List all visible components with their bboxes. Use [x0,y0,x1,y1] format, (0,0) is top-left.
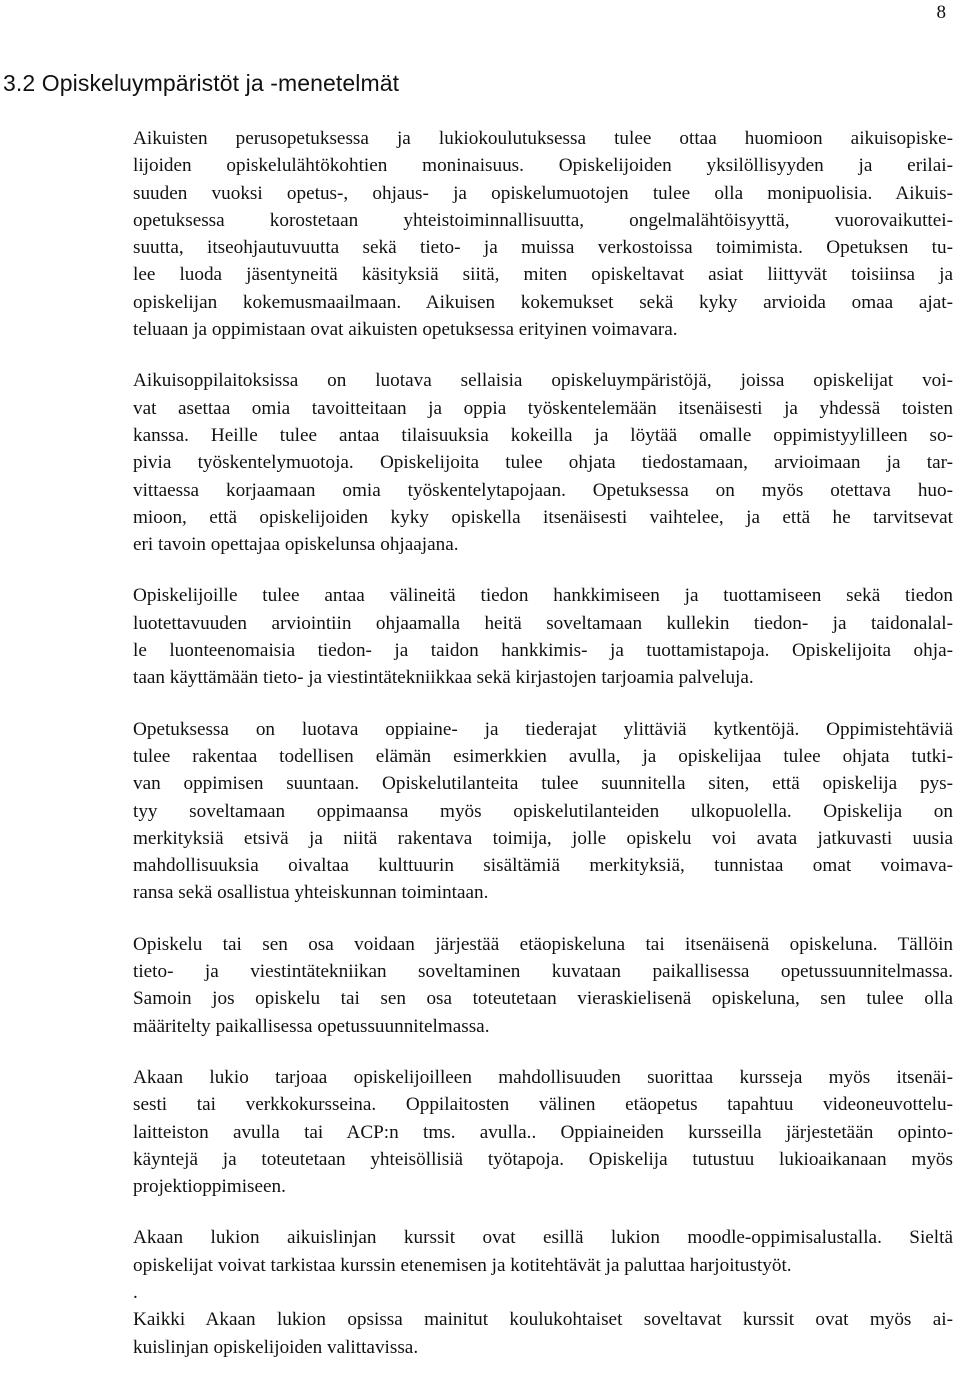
text-line: Opiskelu tai sen osa voidaan järjestää etäopiskeluna tai itsenäisenä opiskeluna. Tällöin [133,933,953,955]
text-line: Opetuksessa on luotava oppiaine- ja tiederajat ylittäviä kytkentöjä. Oppimistehtäviä [133,718,953,740]
body-text [133,125,953,1385]
text-line: Opiskelijoille tulee antaa välineitä tiedon hankkimiseen ja tuottamiseen sekä tiedon [133,585,953,607]
text-line: suutta, itseohjautuvuutta sekä tieto- ja muissa verkostoissa toimimista. Opetuksen tu- [133,237,953,259]
text-line: lijoiden opiskelulähtökohtien moninaisuus. Opiskelijoiden yksilöllisyyden ja erilai- [133,155,953,177]
paragraph [133,716,953,907]
text-line: Aikuisten perusopetuksessa ja lukiokoulutuksessa tulee ottaa huomioon aikuisopiske- [133,128,953,149]
text-line: laitteiston avulla tai ACP:n tms. avulla.. Oppiaineiden kursseilla järjestetään opinto- [133,1121,953,1143]
text-line: opetuksessa korostetaan yhteistoiminnallisuutta, ongelmalähtöisyyttä, vuorovaikuttei- [133,209,953,231]
text-line: opiskelijan kokemusmaailmaan. Aikuisen kokemukset sekä kyky arvioida omaa ajat- [133,291,953,313]
text-line: lee luoda jäsentyneitä käsityksiä siitä, miten opiskeltavat asiat liittyvät toisiinsa ja [133,264,953,286]
text-line: sesti tai verkkokursseina. Oppilaitosten välinen etäopetus tapahtuu videoneuvottelu- [133,1094,953,1116]
text-line: . [133,1281,138,1303]
text-line: suuden vuoksi opetus-, ohjaus- ja opiskelumuotojen tulee olla monipuolisia. Aikuis- [133,182,953,204]
text-line: vittaessa korjaamaan omia työskentelytapojaan. Opetuksessa on myös otettava huo- [133,479,953,501]
page-number: 8 [936,2,946,23]
section-title: 3.2 Opiskeluympäristöt ja -menetelmät [3,70,400,96]
text-line: ransa sekä osallistua yhteiskunnan toimintaan. [133,882,489,904]
text-line: taan käyttämään tieto- ja viestintätekniikkaa sekä kirjastojen tarjoamia palveluja. [133,667,754,689]
text-line: pivia työskentelymuotoja. Opiskelijoita tulee ohjata tiedostamaan, arvioimaan ja tar- [133,452,953,474]
text-line: Akaan lukion aikuislinjan kurssit ovat esillä lukion moodle-oppimisalustalla. Sieltä [133,1227,953,1249]
text-line: Kaikki Akaan lukion opsissa mainitut koulukohtaiset soveltavat kurssit ovat myös ai- [133,1309,953,1331]
paragraph [133,125,953,343]
text-line: opiskelijat voivat tarkistaa kurssin etenemisen ja kotitehtävät ja paluttaa harjoitustyöt. [133,1254,792,1276]
text-line: kuislinjan opiskelijoiden valittavissa. [133,1336,419,1358]
text-line: projektioppimiseen. [133,1176,286,1198]
text-line: vat asettaa omia tavoitteitaan ja oppia työskentelemään itsenäisesti ja yhdessä toisten [133,397,953,419]
text-line: kanssa. Heille tulee antaa tilaisuuksia kokeilla ja löytää omalle oppimistyylilleen so- [133,424,953,446]
text-line: tulee rakentaa todellisen elämän esimerkkien avulla, ja opiskelijaa tulee ohjata tutki- [133,745,953,767]
paragraph [133,1064,953,1200]
text-line: le luonteenomaisia tiedon- ja taidon hankkimis- ja tuottamistapoja. Opiskelijoita ohja- [133,640,953,662]
text-line: van oppimisen suuntaan. Opiskelutilanteita tulee suunnitella siten, että opiskelija pys- [133,773,953,795]
text-line: mahdollisuuksia oivaltaa kulttuurin sisältämiä merkityksiä, tunnistaa omat voimava- [133,855,953,877]
text-line: Samoin jos opiskelu tai sen osa toteutetaan vieraskielisenä opiskeluna, sen tulee olla [133,988,953,1010]
text-line: Aikuisoppilaitoksissa on luotava sellaisia opiskeluympäristöjä, joissa opiskelijat voi- [133,370,953,392]
paragraph [133,582,953,691]
text-line: mioon, että opiskelijoiden kyky opiskella itsenäisesti vaihtelee, ja että he tarvitsevat [133,506,953,528]
paragraph [133,931,953,1040]
paragraph [133,1224,953,1360]
text-line: tieto- ja viestintätekniikan soveltaminen kuvataan paikallisessa opetussuunnitelmassa. [133,961,953,983]
text-line: Akaan lukio tarjoaa opiskelijoilleen mahdollisuuden suorittaa kursseja myös itsenäi- [133,1066,953,1088]
text-line: käyntejä ja toteutetaan yhteisöllisiä työtapoja. Opiskelija tutustuu lukioaikanaan myös [133,1148,953,1170]
text-line: luotettavuuden arviointiin ohjaamalla heitä soveltamaan kullekin tiedon- ja taidonalal- [133,612,953,634]
text-line: eri tavoin opettajaa opiskelunsa ohjaajana. [133,534,459,556]
text-line: määritelty paikallisessa opetussuunnitelmassa. [133,1015,490,1037]
text-line: merkityksiä etsivä ja niitä rakentava toimija, jolle opiskelu voi avata jatkuvasti uusia [133,827,953,849]
text-line: teluaan ja oppimistaan ovat aikuisten opetuksessa erityinen voimavara. [133,319,678,341]
text-line: tyy soveltamaan oppimaansa myös opiskelutilanteiden ulkopuolella. Opiskelija on [133,800,953,822]
paragraph [133,367,953,558]
